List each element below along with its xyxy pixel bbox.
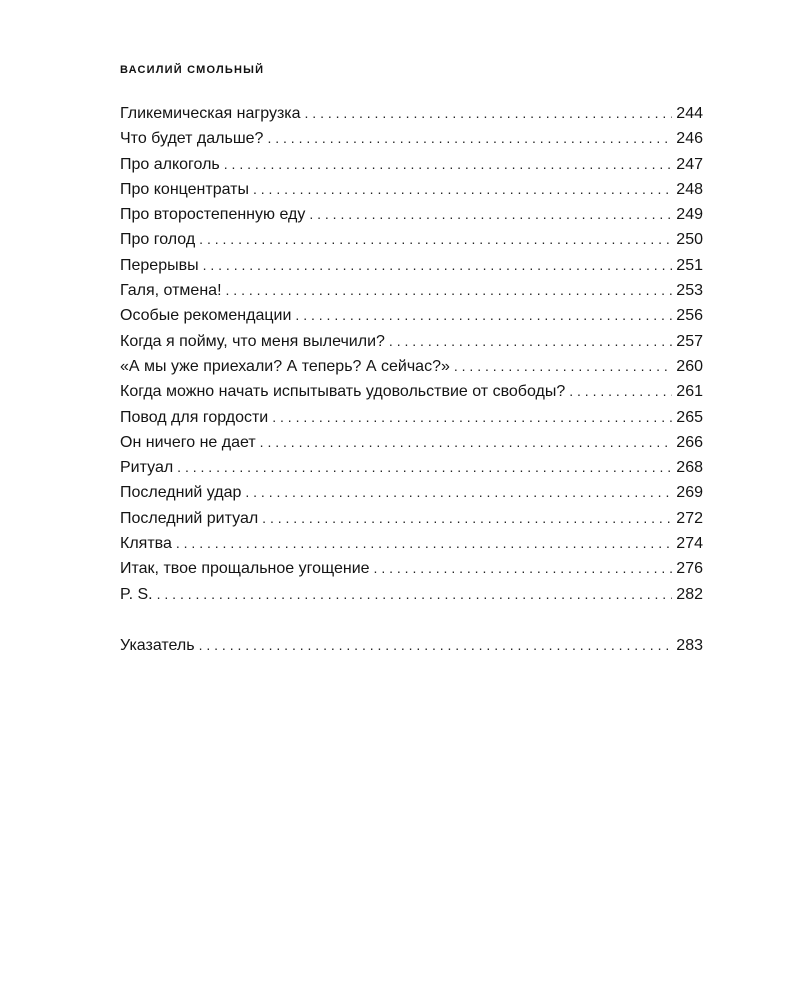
toc-entry-title: Про алкоголь (120, 155, 220, 173)
toc-entry-page: 282 (676, 585, 703, 603)
toc-entry-page: 265 (676, 408, 703, 426)
toc-entry (120, 506, 703, 531)
toc-dot-leader (260, 430, 673, 455)
toc-entry (120, 480, 703, 505)
toc-dot-leader (224, 152, 673, 177)
toc-entry-title: Перерывы (120, 256, 199, 274)
toc-entry-page: 272 (676, 509, 703, 527)
toc-entry (120, 582, 703, 607)
toc-entry-page: 276 (676, 560, 703, 578)
toc-entry-title: Клятва (120, 535, 172, 553)
toc-entry-page: 256 (676, 307, 703, 325)
table-of-contents (120, 101, 703, 658)
toc-entry-index (120, 633, 703, 658)
toc-entry (120, 253, 703, 278)
toc-entry (120, 329, 703, 354)
toc-entry-page: 249 (676, 206, 703, 224)
toc-entry (120, 177, 703, 202)
toc-dot-leader (157, 582, 673, 607)
toc-entry-title: Гликемическая нагрузка (120, 105, 301, 122)
toc-entry (120, 455, 703, 480)
toc-dot-leader (245, 480, 672, 505)
toc-entry (120, 556, 703, 581)
toc-entry (120, 152, 703, 177)
toc-dot-leader (199, 633, 673, 658)
toc-dot-leader (226, 278, 673, 303)
toc-entry (120, 405, 703, 430)
toc-dot-leader (305, 101, 673, 126)
toc-dot-leader (569, 379, 672, 404)
toc-entry-page: 246 (676, 130, 703, 148)
toc-entry-page: 251 (676, 256, 703, 274)
toc-entry-page: 268 (676, 459, 703, 477)
toc-entry (120, 430, 703, 455)
toc-entry-list (120, 101, 703, 607)
toc-dot-leader (253, 177, 672, 202)
toc-entry-page: 266 (676, 433, 703, 451)
toc-entry (120, 101, 703, 126)
toc-entry-title: Галя, отмена! (120, 282, 222, 300)
toc-entry-title: Про голод (120, 231, 196, 249)
toc-dot-leader (374, 556, 673, 581)
toc-entry (120, 202, 703, 227)
toc-entry-page: 260 (676, 357, 703, 375)
toc-entry-title: Про второстепенную еду (120, 206, 306, 224)
toc-entry-title: Последний ритуал (120, 509, 259, 527)
toc-entry (120, 303, 703, 328)
toc-entry-page: 274 (676, 535, 703, 553)
toc-entry-title: P. S. (120, 585, 153, 603)
toc-entry-page: 257 (676, 332, 703, 350)
toc-entry-title: Особые рекомендации (120, 307, 292, 325)
toc-entry (120, 227, 703, 252)
toc-dot-leader (199, 227, 672, 252)
toc-entry-title: «А мы уже приехали? А теперь? А сейчас?» (120, 357, 450, 375)
toc-entry-page: 269 (676, 484, 703, 502)
toc-entry-title: Когда можно начать испытывать удовольствие от свободы? (120, 383, 566, 401)
toc-entry-page: 250 (676, 231, 703, 249)
toc-entry-page: 244 (676, 105, 703, 122)
toc-entry-title: Повод для гордости (120, 408, 269, 426)
toc-entry (120, 354, 703, 379)
toc-dot-leader (177, 455, 672, 480)
toc-entry-page: 247 (676, 155, 703, 173)
toc-entry-page: 248 (676, 180, 703, 198)
running-head-author: ВАСИЛИЙ СМОЛЬНЫЙ (120, 64, 265, 76)
toc-entry (120, 379, 703, 404)
toc-entry-title: Итак, твое прощальное угощение (120, 560, 370, 578)
toc-dot-leader (267, 126, 672, 151)
toc-dot-leader (272, 405, 672, 430)
toc-entry-title: Ритуал (120, 459, 174, 477)
toc-entry-title: Последний удар (120, 484, 242, 502)
toc-dot-leader (454, 354, 672, 379)
toc-dot-leader (389, 329, 672, 354)
toc-section-gap (120, 607, 703, 633)
toc-entry-title: Он ничего не дает (120, 433, 256, 451)
toc-dot-leader (262, 506, 672, 531)
toc-entry (120, 126, 703, 151)
toc-dot-leader (203, 253, 673, 278)
toc-entry-page: 253 (676, 282, 703, 300)
toc-entry-page: 283 (676, 636, 703, 654)
toc-entry-page: 261 (676, 383, 703, 401)
toc-entry-title: Что будет дальше? (120, 130, 264, 148)
toc-entry (120, 278, 703, 303)
toc-entry (120, 531, 703, 556)
toc-dot-leader (295, 303, 672, 328)
toc-entry-title: Указатель (120, 636, 195, 654)
toc-dot-leader (309, 202, 672, 227)
toc-dot-leader (176, 531, 672, 556)
toc-entry-title: Когда я пойму, что меня вылечили? (120, 332, 385, 350)
toc-entry-title: Про концентраты (120, 180, 249, 198)
